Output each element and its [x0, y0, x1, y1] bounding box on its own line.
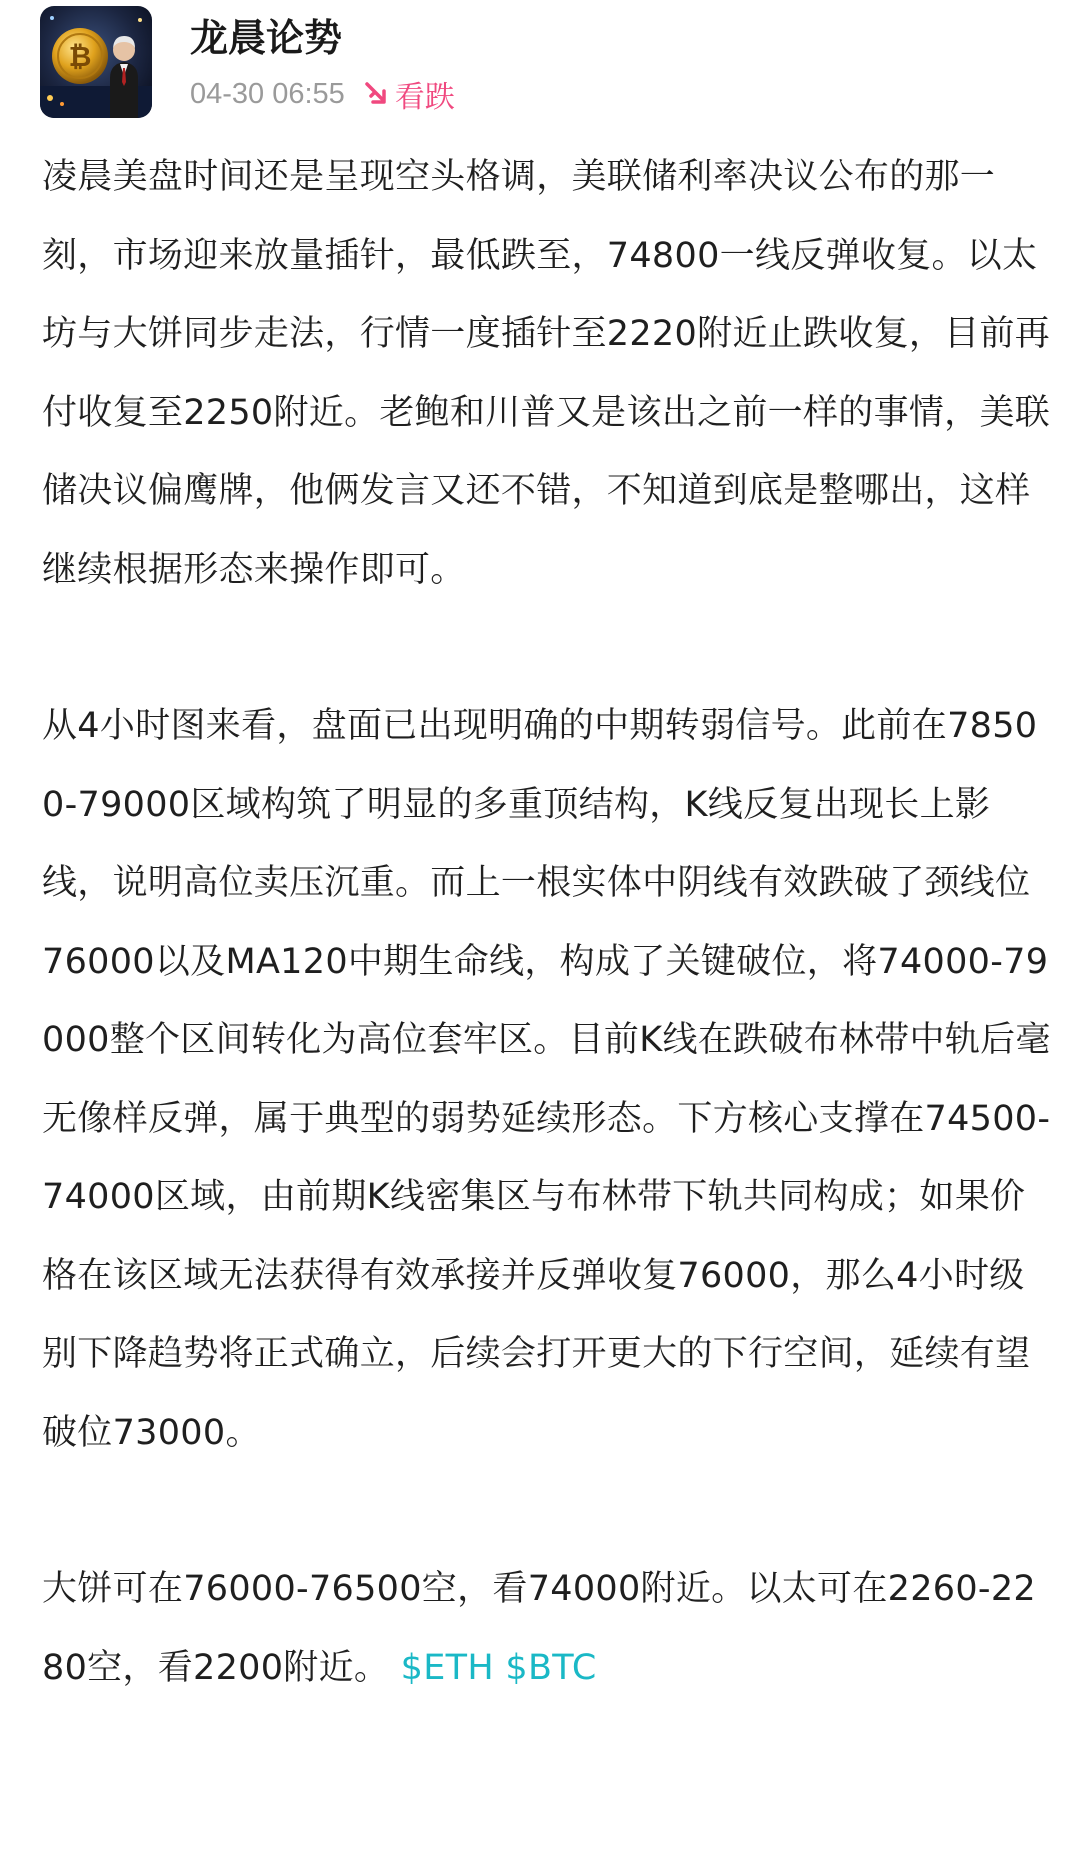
- sentiment-label: 看跌: [394, 80, 455, 115]
- post-paragraph-text: 大饼可在76000-76500空，看74000附近。以太可在2260-2280空，看2200附近。: [42, 1569, 1036, 1688]
- post-timestamp: 04-30 06:55: [190, 77, 345, 110]
- author-avatar[interactable]: [40, 6, 152, 118]
- down-arrow-icon: [363, 80, 387, 108]
- author-name[interactable]: 龙晨论势: [190, 16, 343, 60]
- svg-text:₿: ₿: [68, 40, 92, 73]
- tag-eth[interactable]: $ETH: [400, 1647, 494, 1688]
- tag-btc[interactable]: $BTC: [505, 1647, 597, 1688]
- post-paragraph: 从4小时图来看，盘面已出现明确的中期转弱信号。此前在78500-79000区域构筑了明显的多重顶结构，K线反复出现长上影线，说明高位卖压沉重。而上一根实体中阴线有效跌破了颈线位76000以及MA120中期生命线，构成了关键破位，将74000-79000整个区间转化为高位套牢区。目前K线在跌破布林带中轨后毫无像样反弹，属于典型的弱势延续形态。下方核心支撑在74500-74000区域，由前期K线密集区与布林带下轨共同构成；如果价格在该区域无法获得有效承接并反弹收复76000，那么4小时级别下降趋势将正式确立，后续会打开更大的下行空间，延续有望破位73000。: [42, 706, 1051, 1453]
- post-meta: [190, 74, 455, 114]
- post-body: [42, 138, 1052, 1707]
- post-paragraph: [42, 1550, 1052, 1707]
- post-header: [40, 6, 1040, 118]
- post-paragraph: 凌晨美盘时间还是呈现空头格调，美联储利率决议公布的那一刻，市场迎来放量插针，最低跌至，74800一线反弹收复。以太坊与大饼同步走法，行情一度插针至2220附近止跌收复，目前再付收复至2250附近。老鲍和川普又是该出之前一样的事情，美联储决议偏鹰牌，他俩发言又还不错，不知道到底是整哪出，这样继续根据形态来操作即可。: [42, 157, 1051, 590]
